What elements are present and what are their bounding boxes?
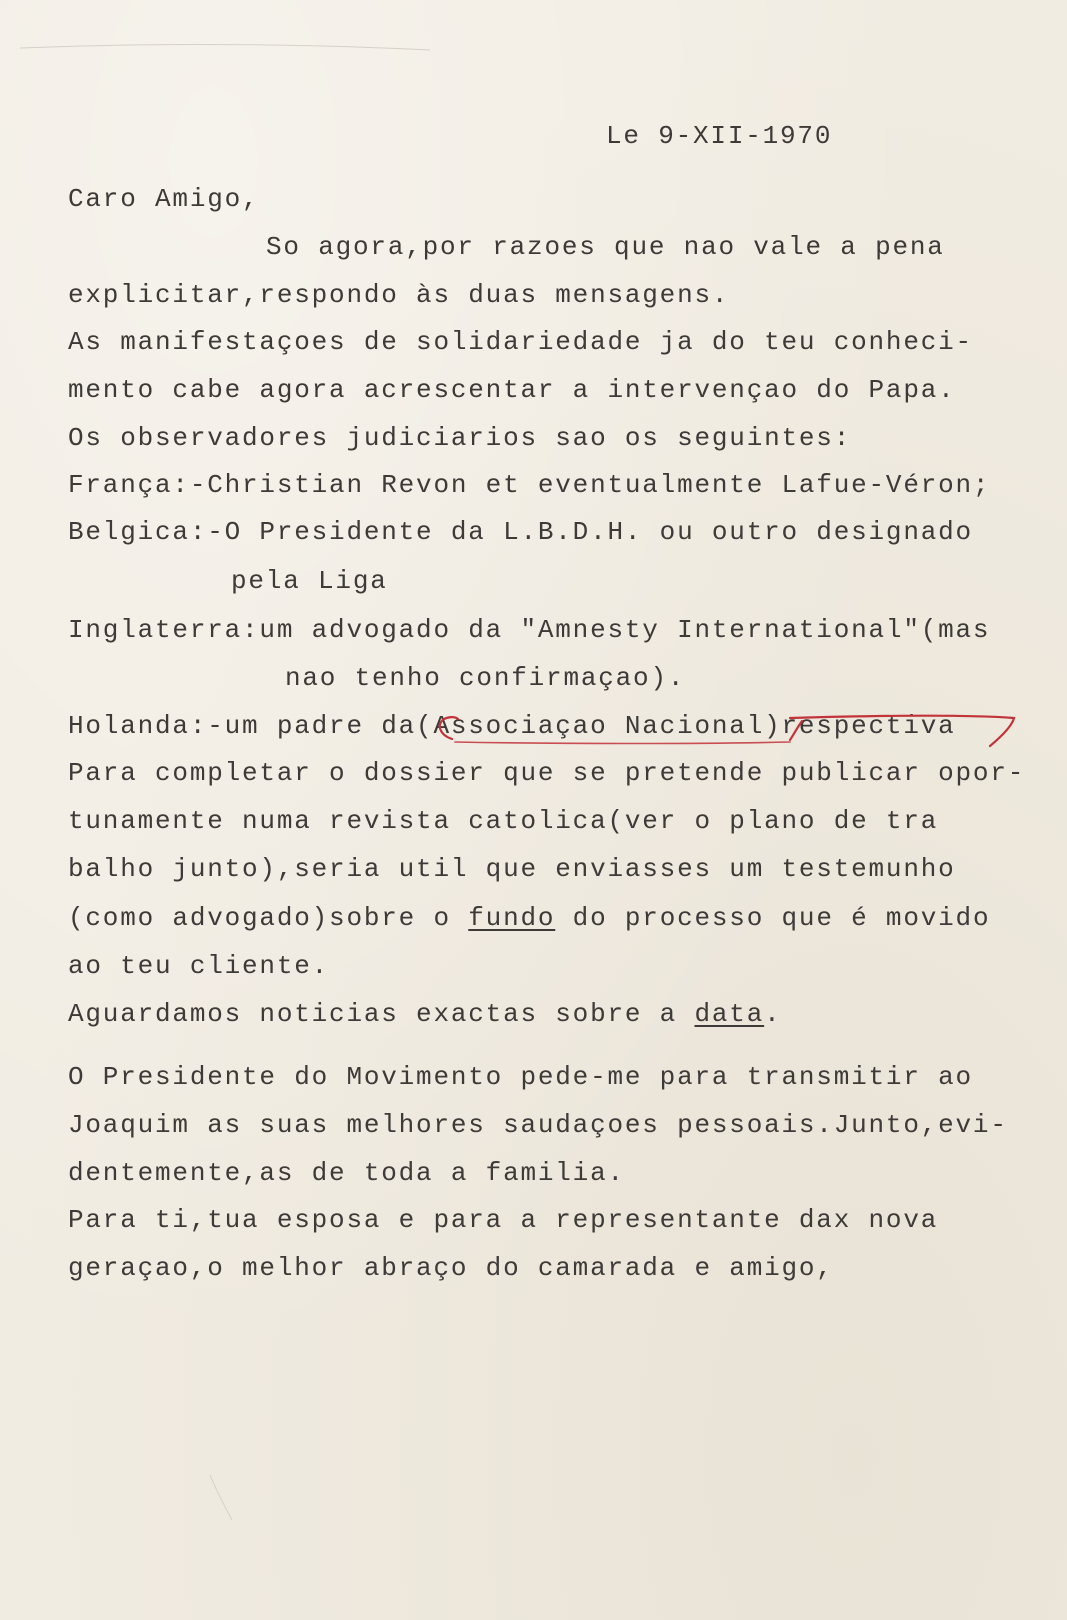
text-line-20: dentemente,as de toda a familia. (68, 1158, 625, 1188)
text-line-15-start: (como advogado)sobre o (68, 903, 469, 933)
text-line-16: ao teu cliente. (68, 951, 330, 981)
text-line-4: mento cabe agora acrescentar a intervençao do Papa. (68, 375, 956, 405)
text-line-15-end: do processo que é movido (555, 903, 991, 933)
text-line-13: tunamente numa revista catolica(ver o plano de tra (68, 806, 939, 836)
text-line-19: Joaquim as suas melhores saudaçoes pessoais.Junto,evi- (68, 1110, 1008, 1140)
underlined-fundo: fundo (468, 903, 556, 933)
text-line-7: Belgica:-O Presidente da L.B.D.H. ou outro designado (68, 517, 973, 547)
text-line-12: Para completar o dossier que se pretende publicar opor- (68, 758, 1026, 788)
text-line-11: Holanda:-um padre da(Associaçao Nacional)respectiva (68, 711, 956, 741)
text-line-8: pela Liga (231, 566, 388, 596)
text-line-9: Inglaterra:um advogado da "Amnesty International"(mas (68, 615, 991, 645)
salutation: Caro Amigo, (68, 184, 260, 214)
text-line-10: nao tenho confirmaçao). (285, 663, 686, 693)
faint-crease-bottom-left (210, 1475, 232, 1520)
underlined-data: data (694, 999, 765, 1029)
text-line-15 (68, 903, 990, 933)
text-line-17-start: Aguardamos noticias exactas sobre a (68, 999, 695, 1029)
text-line-3: As manifestaçoes de solidariedade ja do teu conheci- (68, 327, 973, 357)
text-line-17-end: . (764, 999, 782, 1029)
text-line-14: balho junto),seria util que enviasses um testemunho (68, 854, 956, 884)
text-line-2: explicitar,respondo às duas mensagens. (68, 280, 730, 310)
red-pen-underline (455, 742, 790, 744)
text-line-1: So agora,por razoes que nao vale a pena (266, 232, 945, 262)
text-line-17 (68, 999, 782, 1029)
text-line-5: Os observadores judiciarios sao os seguintes: (68, 423, 852, 453)
text-line-21: Para ti,tua esposa e para a representante dax nova (68, 1205, 939, 1235)
text-line-6: França:-Christian Revon et eventualmente Lafue-Véron; (68, 470, 991, 500)
text-line-18: O Presidente do Movimento pede-me para transmitir ao (68, 1062, 973, 1092)
text-line-22: geraçao,o melhor abraço do camarada e amigo, (68, 1253, 834, 1283)
letter-date: Le 9-XII-1970 (606, 121, 833, 151)
faint-crease-top (20, 45, 430, 51)
